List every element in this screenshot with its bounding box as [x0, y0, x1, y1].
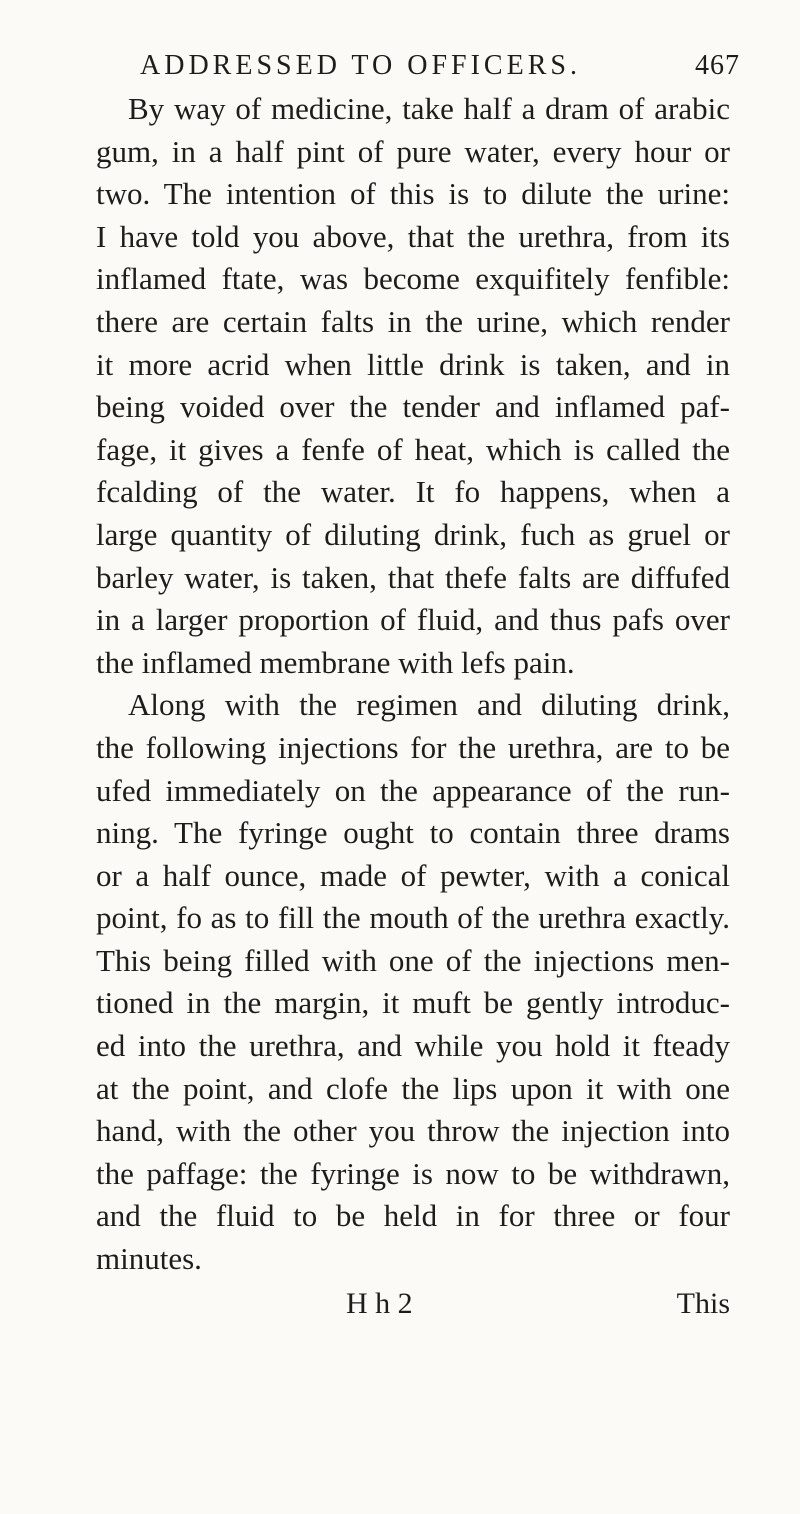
paragraph-1 [96, 88, 730, 684]
text-line: This being filled with one of the injections men- [96, 942, 730, 978]
running-title: ADDRESSED TO OFFICERS. [140, 50, 581, 81]
page-footer [96, 1283, 730, 1325]
text-line: fcalding of the water. It fo happens, when a [96, 474, 730, 510]
text-line: the inflamed membrane with lefs pain. [96, 644, 575, 680]
running-head [140, 40, 740, 92]
text-line: point, fo as to fill the mouth of the urethra exactly. [96, 900, 730, 936]
text-line: fage, it gives a fenfe of heat, which is called the [96, 431, 730, 467]
text-line: inflamed ftate, was become exquifitely fenfible: [96, 261, 730, 297]
text-line: minutes. [96, 1241, 202, 1277]
page-number: 467 [695, 50, 740, 81]
text-line: gum, in a half pint of pure water, every hour or [96, 133, 730, 169]
text-line: at the point, and clofe the lips upon it with one [96, 1070, 730, 1106]
text-line: ed into the urethra, and while you hold it fteady [96, 1028, 730, 1064]
text-line: and the fluid to be held in for three or four [96, 1198, 730, 1234]
text-line: in a larger proportion of fluid, and thus pafs over [96, 602, 730, 638]
text-line: being voided over the tender and inflamed paf- [96, 389, 730, 425]
text-line: I have told you above, that the urethra, from its [96, 218, 730, 254]
text-line: Along with the regimen and diluting drink, [128, 687, 730, 723]
signature-mark: H h 2 [346, 1287, 413, 1320]
text-line: ning. The fyringe ought to contain three drams [96, 815, 730, 851]
text-line: hand, with the other you throw the injection into [96, 1113, 730, 1149]
text-line: tioned in the margin, it muft be gently introduc- [96, 985, 730, 1021]
text-line: the following injections for the urethra, are to be [96, 729, 730, 765]
text-line: barley water, is taken, that thefe falts are diffufed [96, 559, 730, 595]
text-line: the paffage: the fyringe is now to be withdrawn, [96, 1155, 730, 1191]
text-line: two. The intention of this is to dilute the urine: [96, 176, 730, 212]
paragraph-2 [96, 684, 730, 1280]
text-line: ufed immediately on the appearance of the run- [96, 772, 730, 808]
text-line: it more acrid when little drink is taken, and in [96, 346, 730, 382]
text-line: or a half ounce, made of pewter, with a conical [96, 857, 730, 893]
body-text [96, 88, 730, 1281]
text-line: By way of medicine, take half a dram of arabic [128, 91, 730, 126]
text-line: there are certain falts in the urine, which render [96, 303, 730, 339]
text-line: large quantity of diluting drink, fuch as gruel or [96, 516, 730, 552]
catchword: This [676, 1287, 730, 1320]
